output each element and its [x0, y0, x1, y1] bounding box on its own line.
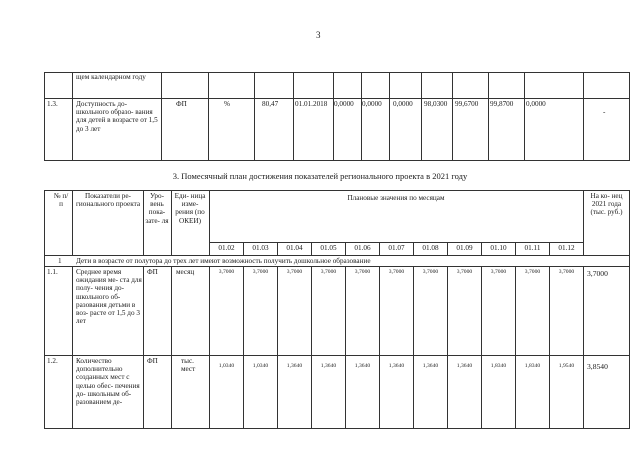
group-title: Дети в возрасте от полутора до трех лет имеют возможность получить дошкольное образование — [76, 257, 371, 265]
month-header: 01.05 — [320, 244, 337, 252]
last-value: - — [603, 108, 606, 116]
month-header: 01.02 — [218, 244, 235, 252]
month-value: 3,7000 — [524, 269, 541, 275]
month-value: 1,8340 — [524, 363, 541, 369]
month-value: 1,3640 — [456, 363, 473, 369]
month-value: 1,3640 — [388, 363, 405, 369]
row-number: 1.2. — [47, 357, 58, 365]
page-number: 3 — [316, 30, 321, 40]
year-end-value: 3,7000 — [587, 270, 608, 278]
month-value: 3,7000 — [218, 269, 235, 275]
month-value: 3,7000 — [388, 269, 405, 275]
month-header: 01.03 — [252, 244, 269, 252]
indicator-unit: месяц — [176, 268, 195, 276]
indicator-level: ФП — [176, 100, 187, 108]
month-value: 3,7000 — [320, 269, 337, 275]
month-value: 3,7000 — [422, 269, 439, 275]
indicator-unit: % — [224, 100, 230, 108]
month-header: 01.04 — [286, 244, 303, 252]
month-value: 3,7000 — [558, 269, 575, 275]
indicator-level: ФП — [147, 268, 158, 276]
row-number: 1.3. — [47, 100, 58, 108]
value-4: 98,0300 — [424, 100, 448, 108]
month-value: 1,3640 — [354, 363, 371, 369]
month-value: 1,0340 — [218, 363, 235, 369]
month-header: 01.08 — [422, 244, 439, 252]
month-value: 1,0340 — [252, 363, 269, 369]
indicator-name: Среднее время ожидания ме- ста для полу- чения до- школьного об- разования детьми в воз- расте от 1,5 до 3 лет — [76, 268, 142, 326]
month-header: 01.07 — [388, 244, 405, 252]
header-planned-values: Плановые значения по месяцам — [347, 194, 445, 202]
month-value: 1,3640 — [422, 363, 439, 369]
value-6: 99,8700 — [490, 100, 514, 108]
indicator-name: Доступность до- школьного образо- вания для детей в возрасте от 1,5 до 3 лет — [76, 100, 158, 133]
value-5: 99,6700 — [455, 100, 479, 108]
month-value: 3,7000 — [490, 269, 507, 275]
header-level: Уро- вень пока- зате- ля — [145, 192, 169, 225]
month-value: 3,7000 — [252, 269, 269, 275]
section-title: 3. Помесячный план достижения показателей регионального проекта в 2021 году — [172, 171, 468, 181]
month-value: 1,3640 — [320, 363, 337, 369]
value-3: 0,0000 — [393, 100, 413, 108]
month-header: 01.10 — [490, 244, 507, 252]
previous-row-name-tail: щем календарном году — [76, 73, 146, 81]
header-year-end: На ко- нец 2021 года (тыс. руб.) — [590, 192, 623, 217]
row-number: 1.1. — [47, 268, 58, 276]
month-header: 01.11 — [524, 244, 541, 252]
value-7: 0,0000 — [526, 100, 546, 108]
month-header: 01.12 — [558, 244, 575, 252]
month-value: 1,9540 — [558, 363, 575, 369]
value-1: 0,0000 — [334, 100, 354, 108]
month-value: 3,7000 — [286, 269, 303, 275]
month-header: 01.09 — [456, 244, 473, 252]
header-number: № п/п — [53, 192, 69, 209]
month-value: 1,3640 — [286, 363, 303, 369]
value-2: 0,0000 — [362, 100, 382, 108]
header-indicator: Показатели ре- гионального проекта — [75, 192, 141, 209]
month-value: 3,7000 — [456, 269, 473, 275]
month-value: 1,8340 — [490, 363, 507, 369]
base-value: 80,47 — [262, 100, 279, 108]
indicator-level: ФП — [147, 357, 158, 365]
year-end-value: 3,8540 — [587, 363, 608, 371]
indicator-name: Количество дополнительно созданных мест с целью обес- печения до- школьным об- разованием де- — [76, 357, 140, 407]
group-number: 1 — [58, 257, 62, 265]
month-header: 01.06 — [354, 244, 371, 252]
header-unit: Еди- ница изме- рения (по ОКЕИ) — [174, 192, 206, 225]
month-value: 3,7000 — [354, 269, 371, 275]
indicator-unit: тыс. мест — [181, 357, 196, 374]
base-date: 01.01.2018 — [295, 100, 328, 108]
